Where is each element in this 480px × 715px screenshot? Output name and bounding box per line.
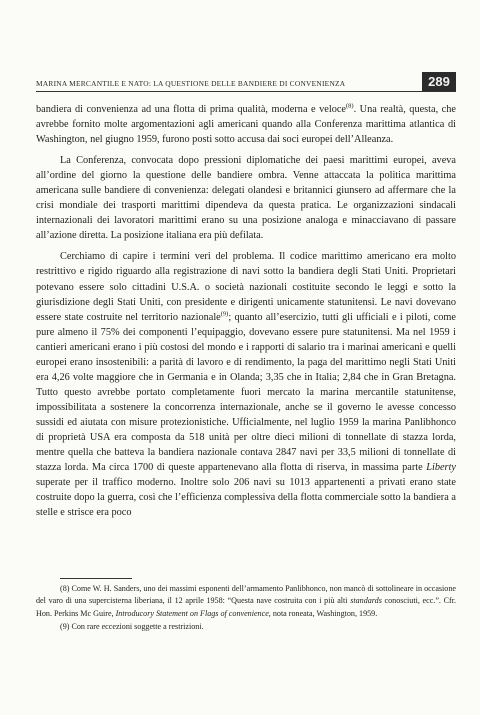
footnote-rule	[60, 578, 132, 579]
footnotes	[36, 583, 456, 634]
main-text	[36, 102, 456, 526]
footnote-8-text-b: conosciuti, ecc.”. Cfr. Hon. Perkins Mc Guire,	[36, 596, 456, 618]
footnote-ref-9[interactable]: (9)	[220, 310, 229, 318]
paragraph-3	[36, 249, 456, 520]
paragraph-1-text-a: bandiera di convenienza ad una flotta di prima qualità, moderna e veloce	[36, 104, 346, 115]
paragraph-1-text-b: . Una realtà, questa, che avrebbe fornito molte argomentazioni agli americani quando alla Conferenza marittima atlantica di Washington, nel giugno 1959, furono posti sotto accusa dai soci europei dell’Alleanza.	[36, 104, 456, 146]
paragraph-3-text-b: ; quanto all’esercizio, tutti gli ufficiali e i piloti, come pure almeno il 75% dei componenti l’equipaggio, dovevano essere pure statunitensi. Ma nel 1959 i cantieri americani erano i più costosi del mondo e i rapporti di salario tra i marinai americani e quelli europei erano insostenibili: a parità di lavoro e di rendimento, la paga del marittimo negli Stati Uniti era 4,26 volte maggiore che in Germania e in Olanda; 3,35 che in Italia; 2,84 che in Gran Bretagna. Tutto questo avrebbe portato completamente fuori mercato la marina mercantile statunitense, impossibilitata a sostenere la concorrenza internazionale, anche se il governo le avesse concesso sussidi ed aiutata con misure protezionistiche. Ufficialmente, nel luglio 1959 la marina Panlibhonco di proprietà USA era composta da 518 unità per oltre dieci milioni di tonnellate di stazza lorda, mentre quella che batteva la bandiera nazionale contava 2847 navi per 33,5 milioni di tonnellate di stazza lorda. Ma circa 1700 di queste appartenevano alla flotta di riserva, in massima parte	[36, 311, 456, 474]
footnote-8-text-a: (8) Come W. H. Sanders, uno dei massimi esponenti dell’armamento Panlibhonco, non mancò di sottolineare in occasione del varo di una supercisterna liberiana, il 12 aprile 1958: “Questa nave costruita con i più alti	[36, 584, 456, 606]
italic-liberty: Liberty	[426, 462, 456, 474]
footnote-8	[36, 583, 456, 620]
page-number: 289	[422, 72, 456, 91]
paragraph-1	[36, 102, 456, 147]
paragraph-3-text-a: Cerchiamo di capire i termini veri del problema. Il codice marittimo americano era molto restrittivo e rigido riguardo alla registrazione di navi sotto la bandiera degli Stati Uniti. Proprietari potevano essere solo cittadini U.S.A. o società nazionali costituite secondo le leggi e sotto la giurisdizione degli Stati Uniti, con presidente e dirigenti unicamente statunitensi. Le navi dovevano essere state costruite nel territorio nazionale	[36, 251, 456, 323]
header-rule	[36, 91, 456, 92]
footnote-9: (9) Con rare eccezioni soggette a restrizioni.	[60, 622, 204, 632]
paragraph-2: La Conferenza, convocata dopo pressioni diplomatiche dei paesi marittimi europei, aveva all’ordine del giorno la questione delle bandiere ombra. Venne attaccata la politica marittima americana sulle bandiere di convenienza: delegati olandesi e britannici giunsero ad affermare che la crisi mondiale dei trasporti marittimi dipendeva da questa pratica. Le organizzazioni sindacali internazionali dei lavoratori marittimi erano su una posizione analoga e minacciavano di passare all’azione diretta. La posizione italiana era più defilata.	[36, 155, 456, 242]
footnote-8-italic-standards: standards	[350, 596, 382, 606]
paragraph-3-text-c: superate per il traffico moderno. Inoltre solo 206 navi su 1013 appartenenti a privati erano state costruite dopo la guerra, così che l’efficienza complessiva della flotta commerciale sotto la bandiera a stelle e strisce era poco	[36, 477, 456, 519]
running-title: MARINA MERCANTILE E NATO: LA QUESTIONE DELLE BANDIERE DI CONVENIENZA	[36, 79, 346, 88]
footnote-ref-8[interactable]: (8)	[345, 102, 354, 110]
footnote-8-text-c: , nota roneata, Washington, 1959.	[268, 608, 378, 618]
footnote-8-italic-title: Introducory Statement on Flags of convenience	[115, 608, 269, 618]
